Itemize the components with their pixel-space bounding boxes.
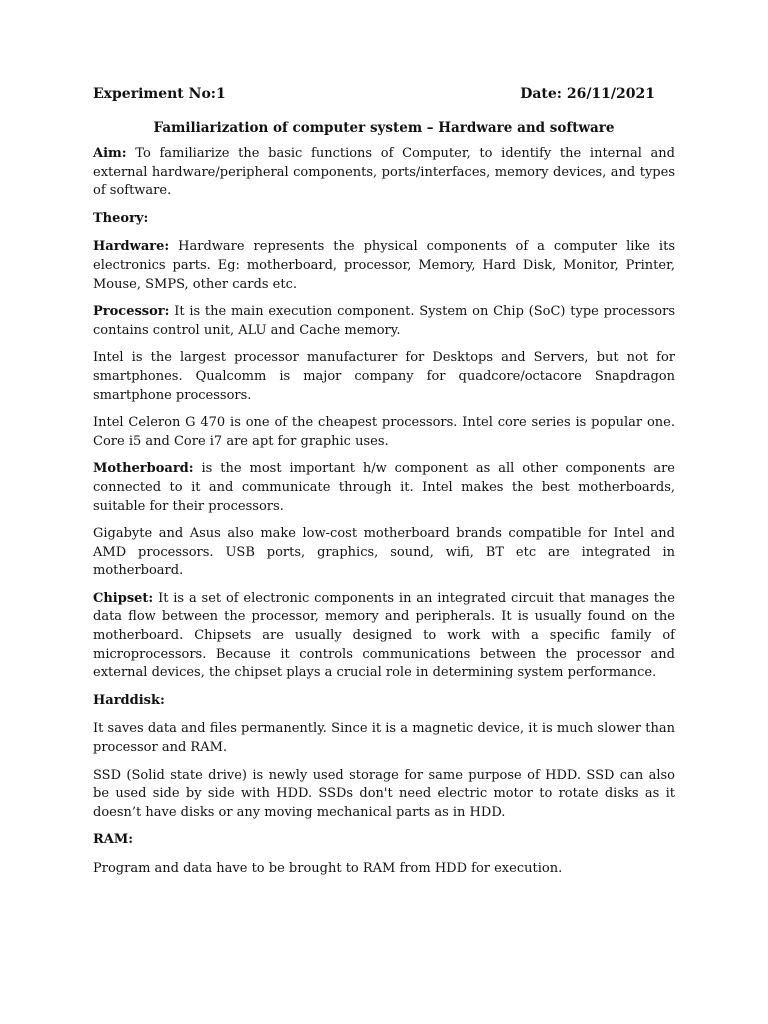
document-header xyxy=(93,86,675,102)
hardware-text: Hardware represents the physical components of a computer like its electronics parts. Eg: motherboard, processor, Memory, Hard Disk, Monitor, Printer, Mouse, SMPS, other cards etc. xyxy=(93,239,675,292)
ram-heading: RAM: xyxy=(93,832,134,848)
hardware-label: Hardware: xyxy=(93,239,170,255)
processor-label: Processor: xyxy=(93,304,170,320)
motherboard-text: is the most important h/w component as all other components are connected to it and communicate through it. Intel makes the best motherboards, suitable for their processors. xyxy=(93,461,675,514)
hardware-paragraph xyxy=(93,238,675,294)
chipset-text: It is a set of electronic components in an integrated circuit that manages the data flow between the processor, memory and peripherals. It is usually found on the motherboard. Chipsets are usually designed to work with a specific family of microprocessors. Because it controls communications between the processor and external devices, the chipset plays a crucial role in determining system performance. xyxy=(93,590,675,681)
experiment-date: Date: 26/11/2021 xyxy=(520,86,655,102)
chipset-label: Chipset: xyxy=(93,590,154,606)
document-title: Familiarization of computer system – Hardware and software xyxy=(153,120,615,136)
harddisk-paragraph-2: SSD (Solid state drive) is newly used storage for same purpose of HDD. SSD can also be used side by side with HDD. SSDs don't need electric motor to rotate disks as it doesn’t have disks or any moving mechanical parts as in HDD. xyxy=(93,767,675,820)
motherboard-paragraph-2: Gigabyte and Asus also make low-cost motherboard brands compatible for Intel and AMD processors. USB ports, graphics, sound, wifi, BT etc are integrated in motherboard. xyxy=(93,526,675,579)
intel-paragraph-1: Intel is the largest processor manufacturer for Desktops and Servers, but not for smartphones. Qualcomm is major company for quadcore/octacore Snapdragon smartphone processors. xyxy=(93,350,675,403)
processor-text: It is the main execution component. System on Chip (SoC) type processors contains control unit, ALU and Cache memory. xyxy=(93,304,675,338)
aim-text: To familiarize the basic functions of Computer, to identify the internal and external hardware/peripheral components, ports/interfaces, memory devices, and types of software. xyxy=(93,146,675,199)
intel-paragraph-2: Intel Celeron G 470 is one of the cheapest processors. Intel core series is popular one. Core i5 and Core i7 are apt for graphic uses. xyxy=(93,415,675,449)
harddisk-paragraph-1: It saves data and files permanently. Since it is a magnetic device, it is much slower than processor and RAM. xyxy=(93,721,675,756)
harddisk-heading: Harddisk: xyxy=(93,692,165,708)
chipset-paragraph xyxy=(93,590,675,683)
processor-paragraph xyxy=(93,303,675,340)
theory-heading: Theory: xyxy=(93,210,149,226)
aim-paragraph xyxy=(93,145,675,201)
motherboard-paragraph xyxy=(93,460,675,516)
experiment-number: Experiment No:1 xyxy=(93,86,226,102)
aim-label: Aim: xyxy=(93,146,127,161)
motherboard-label: Motherboard: xyxy=(93,461,194,477)
ram-paragraph-1: Program and data have to be brought to RAM from HDD for execution. xyxy=(93,861,563,876)
